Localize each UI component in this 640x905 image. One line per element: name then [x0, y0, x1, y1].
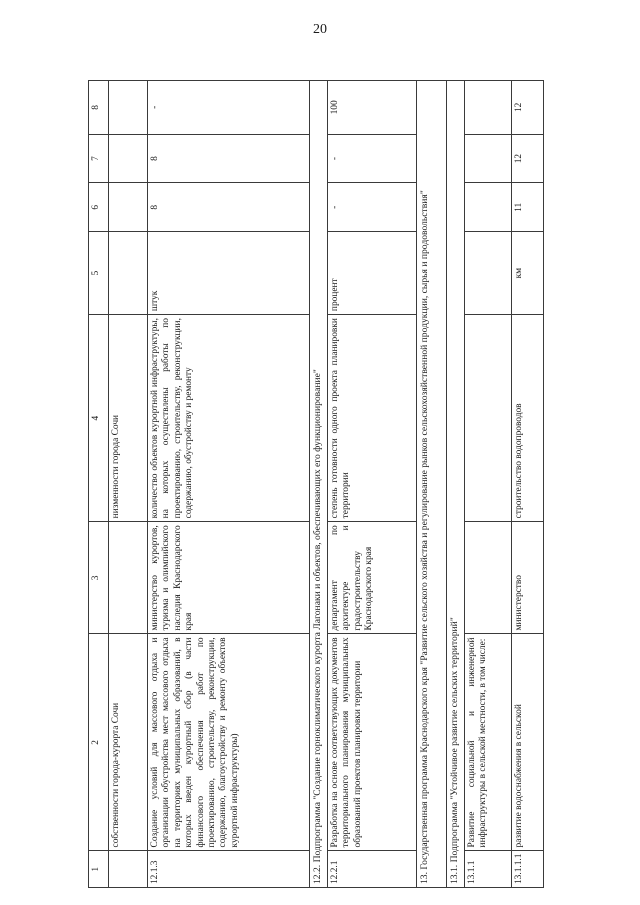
section-row	[417, 81, 447, 888]
unit	[109, 232, 147, 315]
value-cell	[109, 134, 147, 183]
value-cell	[464, 81, 511, 135]
value-cell: -	[327, 183, 417, 232]
value-cell	[464, 134, 511, 183]
value-cell: 12	[511, 134, 543, 183]
header-cell: 8	[89, 81, 109, 135]
table-row	[109, 81, 147, 888]
row-number	[109, 851, 147, 888]
page-number: 20	[313, 22, 327, 37]
indicator-name: строительство водопроводов	[511, 315, 543, 522]
row-number: 13.1.1	[464, 851, 511, 888]
table-row	[147, 81, 309, 888]
indicator-name: степень готовности одного проекта планировки территории	[327, 315, 417, 522]
indicator-name	[464, 315, 511, 522]
responsible-body: министерство	[511, 522, 543, 634]
measure-name: Развитие социальной и инженерной инфраструктуры в сельской местности, в том числе:	[464, 634, 511, 851]
value-cell	[109, 81, 147, 135]
value-cell: 8	[147, 134, 309, 183]
unit: процент	[327, 232, 417, 315]
measure-name: Разработка на основе соответствующих документов территориального планирования муниципальных образований проектов планировки территории	[327, 634, 417, 851]
responsible-body	[464, 522, 511, 634]
table-row	[511, 81, 543, 888]
value-cell	[464, 183, 511, 232]
measure-name: Создание условий для массового отдыха и организации обустройства мест массового отдыха на территориях муниципальных образований, в которых введен курортный сбор (в части финансового обеспечения работ по проектированию, строительству, реконструкции, содержанию, благоустройству и ремонту объектов курортной инфраструктуры)	[147, 634, 309, 851]
program-heading: 13. Государственная программа Краснодарского края "Развитие сельского хозяйства и регулирование рынков сельскохозяйственной продукции, сырья и продовольствия"	[417, 81, 447, 888]
header-cell: 6	[89, 183, 109, 232]
indicator-name: количество объектов курортной инфраструктуры, на которых осуществлены работы по проектированию, строительству, реконструкции, содержанию, обустройству и ремонту	[147, 315, 309, 522]
value-cell: 11	[511, 183, 543, 232]
rotated-table-wrapper	[88, 80, 544, 888]
table-header-row	[89, 81, 109, 888]
header-cell: 4	[89, 315, 109, 522]
section-row	[309, 81, 327, 888]
value-cell: 8	[147, 183, 309, 232]
value-cell: 100	[327, 81, 417, 135]
measure-name: развитие водоснабжения в сельской	[511, 634, 543, 851]
section-row	[447, 81, 465, 888]
program-indicators-table	[88, 80, 544, 888]
measure-name: собственности города-курорта Сочи	[109, 634, 147, 851]
row-number: 12.2.1	[327, 851, 417, 888]
value-cell	[109, 183, 147, 232]
header-cell: 2	[89, 634, 109, 851]
table-row	[464, 81, 511, 888]
header-cell: 1	[89, 851, 109, 888]
responsible-body: министерство курортов, туризма и олимпийского наследия Краснодарского края	[147, 522, 309, 634]
header-cell: 7	[89, 134, 109, 183]
indicator-name: низменности города Сочи	[109, 315, 147, 522]
header-cell: 5	[89, 232, 109, 315]
row-number: 12.1.3	[147, 851, 309, 888]
row-number: 13.1.1.1	[511, 851, 543, 888]
value-cell: 12	[511, 81, 543, 135]
unit	[464, 232, 511, 315]
responsible-body	[109, 522, 147, 634]
table-row	[327, 81, 417, 888]
unit: км	[511, 232, 543, 315]
subprogram-heading: 12.2. Подпрограмма "Создание горноклиматического курорта Лагонаки и объектов, обеспечивающих его функционирование"	[309, 81, 327, 888]
value-cell: -	[327, 134, 417, 183]
header-cell: 3	[89, 522, 109, 634]
unit: штук	[147, 232, 309, 315]
responsible-body: департамент по архитектуре и градостроительству Краснодарского края	[327, 522, 417, 634]
subprogram-heading: 13.1. Подпрограмма "Устойчивое развитие сельских территорий"	[447, 81, 465, 888]
value-cell: -	[147, 81, 309, 135]
